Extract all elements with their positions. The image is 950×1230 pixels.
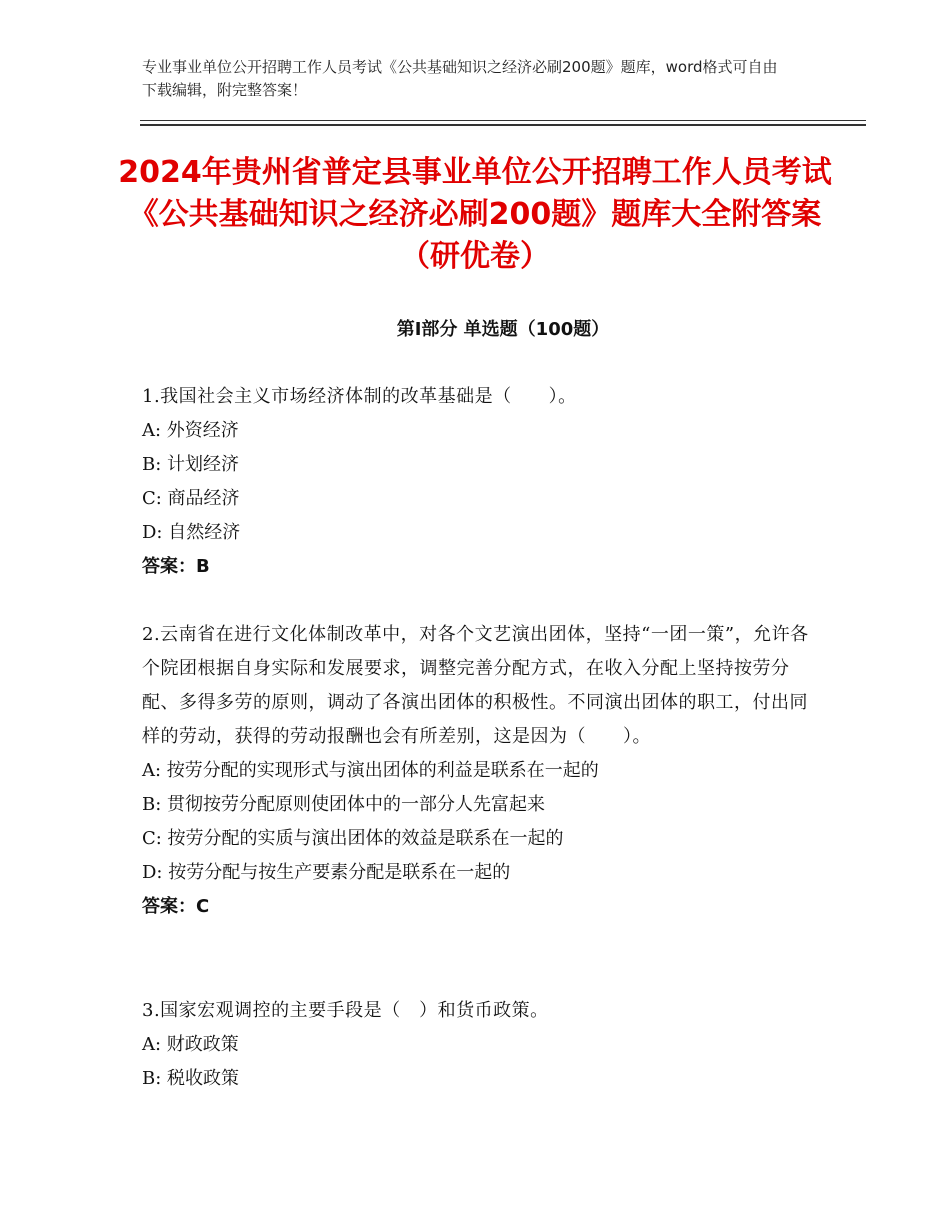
question-2 <box>142 618 822 924</box>
option-c: C: 商品经济 <box>142 488 240 509</box>
option-b: B: 计划经济 <box>142 454 240 475</box>
question-stem: 3.国家宏观调控的主要手段是（ ）和货币政策。 <box>142 1000 549 1021</box>
question-stem: 1.我国社会主义市场经济体制的改革基础是（ ）。 <box>142 386 577 407</box>
question-3 <box>142 994 822 1096</box>
option-a: A: 按劳分配的实现形式与演出团体的利益是联系在一起的 <box>142 760 599 781</box>
option-d: D: 自然经济 <box>142 522 241 543</box>
header-rule-thick <box>140 124 866 126</box>
option-a: A: 财政政策 <box>142 1034 239 1055</box>
option-b: B: 税收政策 <box>142 1068 240 1089</box>
question-stem: 2.云南省在进行文化体制改革中，对各个文艺演出团体，坚持“一团一策”，允许各个院团根据自身实际和发展要求，调整完善分配方式，在收入分配上坚持按劳分配、多得多劳的原则，调动了各演出团体的积极性。不同演出团体的职工，付出同样的劳动，获得的劳动报酬也会有所差别，这是因为（ ）。 <box>142 624 809 747</box>
question-1 <box>142 380 822 584</box>
header-rule-thin <box>140 120 866 121</box>
document-title: 2024年贵州省普定县事业单位公开招聘工作人员考试《公共基础知识之经济必刷200题》题库大全附答案（研优卷） <box>118 155 832 274</box>
option-b: B: 贯彻按劳分配原则使团体中的一部分人先富起来 <box>142 794 546 815</box>
option-a: A: 外资经济 <box>142 420 239 441</box>
option-c: C: 按劳分配的实质与演出团体的效益是联系在一起的 <box>142 828 564 849</box>
answer: 答案：C <box>142 896 210 917</box>
answer: 答案：B <box>142 556 210 577</box>
option-d: D: 按劳分配与按生产要素分配是联系在一起的 <box>142 862 511 883</box>
header-note: 专业事业单位公开招聘工作人员考试《公共基础知识之经济必刷200题》题库，word格式可自由下载编辑，附完整答案！ <box>142 58 778 99</box>
section-title: 第Ⅰ部分 单选题（100题） <box>396 319 610 340</box>
